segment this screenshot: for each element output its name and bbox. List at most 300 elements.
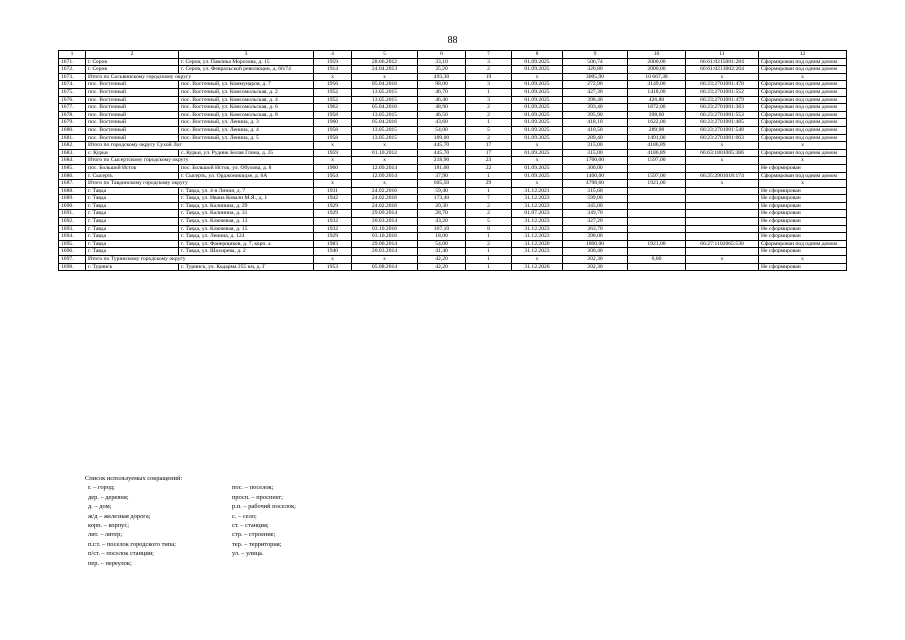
abbreviation-item: д. – дом; — [88, 503, 112, 511]
status-cell: Сформирован под одним домом — [759, 240, 847, 248]
column-number: 1 — [59, 51, 86, 59]
area-cell: 35,20 — [418, 66, 466, 74]
value-cell: 315,00 — [563, 142, 628, 150]
total-row — [59, 73, 847, 81]
year-cell: 1929 — [314, 210, 352, 218]
count-cell: 1 — [466, 256, 512, 264]
address-cell: г. Тавда, ул. Калинина, д. 29 — [179, 202, 314, 210]
table-row — [59, 66, 847, 74]
status-cell: x — [759, 180, 847, 188]
value-cell — [628, 164, 686, 172]
date-cell: 13.05.2015 — [352, 96, 418, 104]
address-cell: пос. Восточный, ул. Комсомольская, д. 2 — [179, 88, 314, 96]
column-number: 3 — [179, 51, 314, 59]
status-cell: Сформирован под одним домом — [759, 58, 847, 66]
cadastre-cell: 66:61:0213002:264 — [686, 66, 759, 74]
year-cell: 1983 — [314, 240, 352, 248]
value-cell: 393,40 — [563, 104, 628, 112]
status-cell: Не сформирован — [759, 202, 847, 210]
row-number: 1691. — [59, 210, 86, 218]
deadline-cell: 01.09.2025 — [512, 119, 563, 127]
cadastre-cell — [686, 187, 759, 195]
settlement-cell: г. Туринск — [86, 263, 179, 271]
date-cell: x — [352, 256, 418, 264]
settlement-cell: г. Тавда — [86, 202, 179, 210]
date-cell: 29.09.2014 — [352, 210, 418, 218]
value-cell: 202,30 — [563, 263, 628, 271]
deadline-cell: 31.12.2023 — [512, 218, 563, 226]
table-row — [59, 164, 847, 172]
value-cell: 1597,00 — [628, 172, 686, 180]
abbreviation-item: стр. – строение; — [232, 531, 276, 539]
value-cell: 506,74 — [563, 58, 628, 66]
deadline-cell: 31.12.2023 — [512, 225, 563, 233]
date-cell: 01.10.2012 — [352, 149, 418, 157]
table-row — [59, 58, 847, 66]
status-cell: Не сформирован — [759, 195, 847, 203]
area-cell: 46,70 — [418, 88, 466, 96]
value-cell: 418,10 — [563, 119, 628, 127]
settlement-cell: г. Тавда — [86, 210, 179, 218]
year-cell: 1960 — [314, 164, 352, 172]
deadline-cell: 01.09.2025 — [512, 126, 563, 134]
address-cell: г. Туринск, ул. Кодарма 255 км, д. Г — [179, 263, 314, 271]
count-cell: 2 — [466, 66, 512, 74]
year-cell: 1931 — [314, 187, 352, 195]
settlement-cell: г. Тавда — [86, 248, 179, 256]
count-cell: 17 — [466, 142, 512, 150]
settlement-cell: пос. Большой Исток — [86, 164, 179, 172]
count-cell: 3 — [466, 58, 512, 66]
deadline-cell: 01.07.2023 — [512, 210, 563, 218]
row-number: 1677. — [59, 104, 86, 112]
area-cell: 173,40 — [418, 195, 466, 203]
value-cell: 202,30 — [563, 256, 628, 264]
table-row — [59, 263, 847, 271]
address-cell: пос. Восточный, ул. Ленина, д. 3 — [179, 119, 314, 127]
year-cell: 1958 — [314, 134, 352, 142]
date-cell: 03.10.2016 — [352, 233, 418, 241]
year-cell: 1940 — [314, 248, 352, 256]
year-cell: 1914 — [314, 66, 352, 74]
table-row — [59, 149, 847, 157]
value-cell — [628, 233, 686, 241]
value-cell: 1400,00 — [563, 172, 628, 180]
abbreviation-item: ж/д – железная дорога; — [88, 512, 151, 520]
count-cell: 5 — [466, 218, 512, 226]
year-cell: 1929 — [314, 233, 352, 241]
year-cell: 1959 — [314, 149, 352, 157]
abbreviation-item: лит. – литер; — [88, 531, 123, 539]
deadline-cell: 01.09.2025 — [512, 96, 563, 104]
area-cell: 54,00 — [418, 126, 466, 134]
deadline-cell: 01.09.2025 — [512, 134, 563, 142]
date-cell: 03.10.2016 — [352, 225, 418, 233]
status-cell: Не сформирован — [759, 233, 847, 241]
cadastre-cell: x — [686, 157, 759, 165]
row-number: 1697. — [59, 256, 86, 264]
area-cell: 493,30 — [418, 73, 466, 81]
table-row — [59, 81, 847, 89]
date-cell: 13.05.2015 — [352, 134, 418, 142]
value-cell: 1622,00 — [628, 119, 686, 127]
status-cell: Не сформирован — [759, 263, 847, 271]
address-cell: г. Тавда, ул. Ивана Ковали М.Я., д. 1 — [179, 195, 314, 203]
date-cell: 20.03.2014 — [352, 218, 418, 226]
settlement-cell: г. Тавда — [86, 240, 179, 248]
value-cell — [628, 202, 686, 210]
settlement-cell: пос. Восточный — [86, 81, 179, 89]
year-cell: x — [314, 73, 352, 81]
table-row — [59, 210, 847, 218]
table-row — [59, 233, 847, 241]
row-number: 1683. — [59, 149, 86, 157]
area-cell: 218,90 — [418, 157, 466, 165]
year-cell: 1929 — [314, 202, 352, 210]
area-cell: 41,40 — [418, 248, 466, 256]
count-cell: 1 — [466, 248, 512, 256]
deadline-cell: 01.09.2025 — [512, 149, 563, 157]
value-cell: 398,40 — [563, 96, 628, 104]
area-cell: 445,70 — [418, 142, 466, 150]
count-cell: 1 — [466, 172, 512, 180]
cadastre-cell: 66:63:1801005:386 — [686, 149, 759, 157]
total-label: Итого по Сосьвинскому городскому округу — [86, 73, 314, 81]
settlement-cell: пос. Восточный — [86, 104, 179, 112]
status-cell: Сформирован под одним домом — [759, 172, 847, 180]
table-row — [59, 195, 847, 203]
date-cell: 12.09.2014 — [352, 164, 418, 172]
settlement-cell: г. Тавда — [86, 225, 179, 233]
year-cell: 1958 — [314, 126, 352, 134]
status-cell: Сформирован под одним домом — [759, 149, 847, 157]
address-cell: г. Тавда, ул. Ключевая, д. 15 — [179, 225, 314, 233]
year-cell: 1958 — [314, 111, 352, 119]
area-cell: 445,70 — [418, 149, 466, 157]
area-cell: 167,10 — [418, 225, 466, 233]
year-cell: 1959 — [314, 58, 352, 66]
row-number: 1672. — [59, 66, 86, 74]
address-cell: г. Тавда, ул. Шохирева, д. 2 — [179, 248, 314, 256]
status-cell: x — [759, 73, 847, 81]
table-row — [59, 240, 847, 248]
year-cell: x — [314, 142, 352, 150]
abbreviation-item: тер. – территория; — [232, 540, 282, 548]
abbreviation-item: пер. – переулок; — [88, 559, 132, 567]
address-cell: г. Серов, ул. Павлика Морозова, д. 15 — [179, 58, 314, 66]
area-cell: 48,90 — [418, 104, 466, 112]
row-number: 1698. — [59, 263, 86, 271]
value-cell: 1491,00 — [628, 134, 686, 142]
year-cell: x — [314, 256, 352, 264]
date-cell: 24.02.2016 — [352, 202, 418, 210]
abbreviation-item: г. – город; — [88, 484, 115, 492]
status-cell: Сформирован под одним домом — [759, 66, 847, 74]
row-number: 1696. — [59, 248, 86, 256]
row-number: 1675. — [59, 88, 86, 96]
count-cell: 2 — [466, 202, 512, 210]
row-number: 1680. — [59, 126, 86, 134]
settlement-cell: с. Курьи — [86, 149, 179, 157]
count-cell: 2 — [466, 104, 512, 112]
deadline-cell: 31.12.2020 — [512, 240, 563, 248]
deadline-cell: 01.09.2025 — [512, 104, 563, 112]
settlement-cell: пос. Восточный — [86, 134, 179, 142]
cadastre-cell — [686, 164, 759, 172]
count-cell: 2 — [466, 111, 512, 119]
status-cell: Не сформирован — [759, 210, 847, 218]
deadline-cell: 01.09.2025 — [512, 111, 563, 119]
year-cell: 1942 — [314, 195, 352, 203]
area-cell: 98,00 — [418, 81, 466, 89]
value-cell: 3005,90 — [563, 73, 628, 81]
date-cell: 28.06.2012 — [352, 58, 418, 66]
value-cell: 10 667,38 — [628, 73, 686, 81]
date-cell: 24.02.2016 — [352, 195, 418, 203]
cadastre-cell — [686, 263, 759, 271]
date-cell: 29.06.2014 — [352, 240, 418, 248]
value-cell: 0,00 — [628, 256, 686, 264]
row-number: 1685. — [59, 164, 86, 172]
value-cell — [628, 195, 686, 203]
table-row — [59, 119, 847, 127]
year-cell: 1953 — [314, 263, 352, 271]
table-row — [59, 104, 847, 112]
cadastre-cell — [686, 210, 759, 218]
address-cell: г. Сысерть, ул. Орджоникидзе, д. 6А — [179, 172, 314, 180]
value-cell: 1800,00 — [563, 240, 628, 248]
year-cell: 1960 — [314, 119, 352, 127]
area-cell: 43,60 — [418, 119, 466, 127]
row-number: 1679. — [59, 119, 86, 127]
abbreviation-item: п/ст. – поселок станции; — [88, 550, 154, 558]
abbreviation-item: с. – село; — [232, 512, 257, 520]
date-cell: x — [352, 157, 418, 165]
count-cell: 7 — [466, 195, 512, 203]
column-number: 10 — [628, 51, 686, 59]
date-cell: 12.09.2014 — [352, 172, 418, 180]
deadline-cell: 01.09.2025 — [512, 164, 563, 172]
table-row — [59, 225, 847, 233]
date-cell: 13.05.2015 — [352, 126, 418, 134]
column-number: 9 — [563, 51, 628, 59]
area-cell: 37,90 — [418, 172, 466, 180]
year-cell: 1962 — [314, 104, 352, 112]
row-number: 1674. — [59, 81, 86, 89]
table-row — [59, 134, 847, 142]
value-cell: 289,40 — [563, 134, 628, 142]
area-cell: 59,40 — [418, 187, 466, 195]
value-cell: 398,60 — [628, 111, 686, 119]
address-cell: пос. Большой Исток, ул. Обухова, д. 8 — [179, 164, 314, 172]
count-cell: 29 — [466, 180, 512, 188]
area-cell: 28,70 — [418, 210, 466, 218]
row-number: 1692. — [59, 218, 86, 226]
area-cell: 43,20 — [418, 218, 466, 226]
value-cell: 300,00 — [563, 164, 628, 172]
count-cell: 22 — [466, 164, 512, 172]
value-cell: 327,20 — [563, 218, 628, 226]
address-cell: пос. Восточный, ул. Комсомольская, д. 4 — [179, 96, 314, 104]
deadline-cell: 01.09.2025 — [512, 58, 563, 66]
table-row — [59, 88, 847, 96]
area-cell: 605,50 — [418, 180, 466, 188]
status-cell: Не сформирован — [759, 248, 847, 256]
value-cell — [628, 263, 686, 271]
value-cell — [628, 225, 686, 233]
count-cell: 1 — [466, 233, 512, 241]
abbreviation-item: корп. – корпус; — [88, 522, 129, 530]
count-cell: 3 — [466, 81, 512, 89]
address-cell: пос. Восточный, ул. Ленина, д. 5 — [179, 134, 314, 142]
column-number-row — [59, 51, 847, 59]
date-cell: 05.04.2016 — [352, 119, 418, 127]
abbreviation-item: пос. – поселок; — [232, 484, 274, 492]
cadastre-cell — [686, 202, 759, 210]
cadastre-cell: 66:23:2701001:663 — [686, 134, 759, 142]
status-cell: Сформирован под одним домом — [759, 81, 847, 89]
value-cell: 1921,00 — [628, 180, 686, 188]
deadline-cell: 31.12.2023 — [512, 202, 563, 210]
year-cell: 1932 — [314, 225, 352, 233]
deadline-cell: 01.09.2025 — [512, 88, 563, 96]
column-number: 6 — [418, 51, 466, 59]
count-cell: 3 — [466, 96, 512, 104]
deadline-cell: x — [512, 256, 563, 264]
value-cell: 599,00 — [563, 195, 628, 203]
address-cell: пос. Восточный, ул. Ленина, д. 4 — [179, 126, 314, 134]
area-cell: 46,50 — [418, 111, 466, 119]
cadastre-cell: 66:23:2701001:485 — [686, 119, 759, 127]
address-cell: г. Серов, ул. Февральской революции, д. 66/74 — [179, 66, 314, 74]
row-number: 1673. — [59, 73, 86, 81]
total-label: Итого по Сысертскому городскому округу — [86, 157, 314, 165]
deadline-cell: 31.12.2020 — [512, 263, 563, 271]
row-number: 1693. — [59, 225, 86, 233]
address-cell: пос. Восточный, ул. Комсомольская, д. 6 — [179, 104, 314, 112]
deadline-cell: 31.12.2023 — [512, 233, 563, 241]
count-cell: 5 — [466, 126, 512, 134]
settlement-cell: пос. Восточный — [86, 119, 179, 127]
address-cell: г. Тавда, ул. Ключевая, д. 13 — [179, 218, 314, 226]
area-cell: 42,20 — [418, 256, 466, 264]
value-cell: 410,50 — [563, 126, 628, 134]
area-cell: 109,00 — [418, 134, 466, 142]
cadastre-cell — [686, 233, 759, 241]
total-label: Итого по Туринскому городскому округу — [86, 256, 314, 264]
deadline-cell: 01.09.2025 — [512, 66, 563, 74]
column-number: 4 — [314, 51, 352, 59]
settlement-cell: г. Серов — [86, 58, 179, 66]
settlement-cell: пос. Восточный — [86, 96, 179, 104]
value-cell: 395,90 — [563, 111, 628, 119]
status-cell: Не сформирован — [759, 187, 847, 195]
value-cell: 315,00 — [563, 149, 628, 157]
date-cell: x — [352, 180, 418, 188]
date-cell: x — [352, 73, 418, 81]
deadline-cell: 31.12.2023 — [512, 248, 563, 256]
area-cell: 20,30 — [418, 202, 466, 210]
abbreviation-item: просп. – проспект; — [232, 493, 283, 501]
row-number: 1689. — [59, 195, 86, 203]
table-row — [59, 202, 847, 210]
deadline-cell: 01.09.2025 — [512, 172, 563, 180]
status-cell: Не сформирован — [759, 225, 847, 233]
table-row — [59, 96, 847, 104]
value-cell: 4798,60 — [563, 180, 628, 188]
total-row — [59, 142, 847, 150]
date-cell: 05.08.2014 — [352, 263, 418, 271]
abbreviation-item: ул. – улица. — [232, 550, 264, 558]
cadastre-cell: x — [686, 180, 759, 188]
value-cell: 426,80 — [628, 96, 686, 104]
table-row — [59, 218, 847, 226]
deadline-cell: 01.09.2025 — [512, 81, 563, 89]
area-cell: 42,20 — [418, 263, 466, 271]
cadastre-cell: x — [686, 256, 759, 264]
year-cell: 1956 — [314, 81, 352, 89]
cadastre-cell: x — [686, 73, 759, 81]
total-row — [59, 180, 847, 188]
value-cell: 1872,00 — [628, 104, 686, 112]
value-cell: 315,60 — [563, 187, 628, 195]
date-cell: 13.05.2015 — [352, 111, 418, 119]
table-row — [59, 248, 847, 256]
year-cell: 1952 — [314, 88, 352, 96]
row-number: 1684. — [59, 157, 86, 165]
value-cell: 363,70 — [563, 225, 628, 233]
cadastre-cell: 66:61:0215001:284 — [686, 58, 759, 66]
address-cell: г. Тавда, ул. Ленина, д. 124 — [179, 233, 314, 241]
settlement-cell: г. Тавда — [86, 218, 179, 226]
deadline-cell: 31.12.2021 — [512, 187, 563, 195]
value-cell: 289,98 — [628, 126, 686, 134]
value-cell: 272,90 — [563, 81, 628, 89]
column-number: 11 — [686, 51, 759, 59]
total-row — [59, 256, 847, 264]
value-cell: 345,00 — [563, 202, 628, 210]
settlement-cell: г. Тавда — [86, 187, 179, 195]
row-number: 1694. — [59, 233, 86, 241]
cadastre-cell: 66:23:2701001:552 — [686, 88, 759, 96]
date-cell: 24.04.2013 — [352, 66, 418, 74]
column-number: 2 — [86, 51, 179, 59]
count-cell: 19 — [466, 73, 512, 81]
row-number: 1671. — [59, 58, 86, 66]
count-cell: 1 — [466, 263, 512, 271]
settlement-cell: пос. Восточный — [86, 126, 179, 134]
cadastre-cell: 66:23:2701001:548 — [686, 126, 759, 134]
table-body — [59, 51, 847, 271]
page-number: 88 — [447, 35, 458, 46]
status-cell: Сформирован под одним домом — [759, 111, 847, 119]
value-cell — [628, 210, 686, 218]
cadastre-cell: 66:25:2901018:174 — [686, 172, 759, 180]
date-cell: 05.04.2016 — [352, 81, 418, 89]
status-cell: Не сформирован — [759, 218, 847, 226]
status-cell: Не сформирован — [759, 164, 847, 172]
year-cell: 1932 — [314, 218, 352, 226]
value-cell: 300,40 — [563, 248, 628, 256]
cadastre-cell — [686, 248, 759, 256]
housing-registry-table — [58, 50, 847, 271]
address-cell: пос. Восточный, ул. Комсомольская, д. 8 — [179, 111, 314, 119]
count-cell: 23 — [466, 157, 512, 165]
status-cell: Сформирован под одним домом — [759, 134, 847, 142]
date-cell: 24.02.2016 — [352, 187, 418, 195]
value-cell: 326,80 — [563, 66, 628, 74]
value-cell: 2000,00 — [628, 58, 686, 66]
